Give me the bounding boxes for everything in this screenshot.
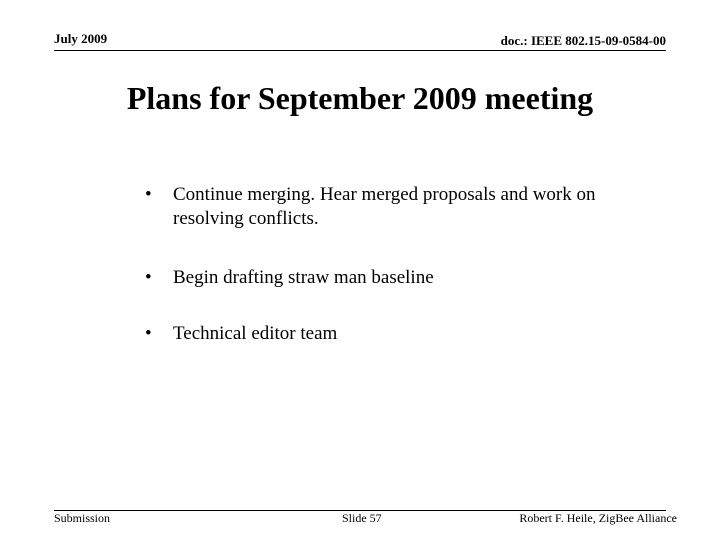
footer-submission: Submission <box>54 511 111 525</box>
bullet-text: Continue merging. Hear merged proposals and work on resolving conflicts. <box>173 184 596 229</box>
bullet-item <box>145 322 615 346</box>
bullet-marker: • <box>145 267 152 288</box>
footer-slide-number: Slide 57 <box>342 511 382 525</box>
header-divider <box>54 50 666 51</box>
bullet-marker: • <box>145 184 152 205</box>
footer-author: Robert F. Heile, ZigBee Alliance <box>519 511 677 525</box>
bullet-text: Technical editor team <box>173 323 338 344</box>
header-date: July 2009 <box>54 31 108 46</box>
bullet-text: Begin drafting straw man baseline <box>173 267 434 288</box>
bullet-item <box>145 266 615 290</box>
header-doc-id: doc.: IEEE 802.15-09-0584-00 <box>500 33 666 48</box>
slide-title: Plans for September 2009 meeting <box>126 80 594 116</box>
bullet-marker: • <box>145 323 152 344</box>
bullet-item <box>145 183 615 231</box>
